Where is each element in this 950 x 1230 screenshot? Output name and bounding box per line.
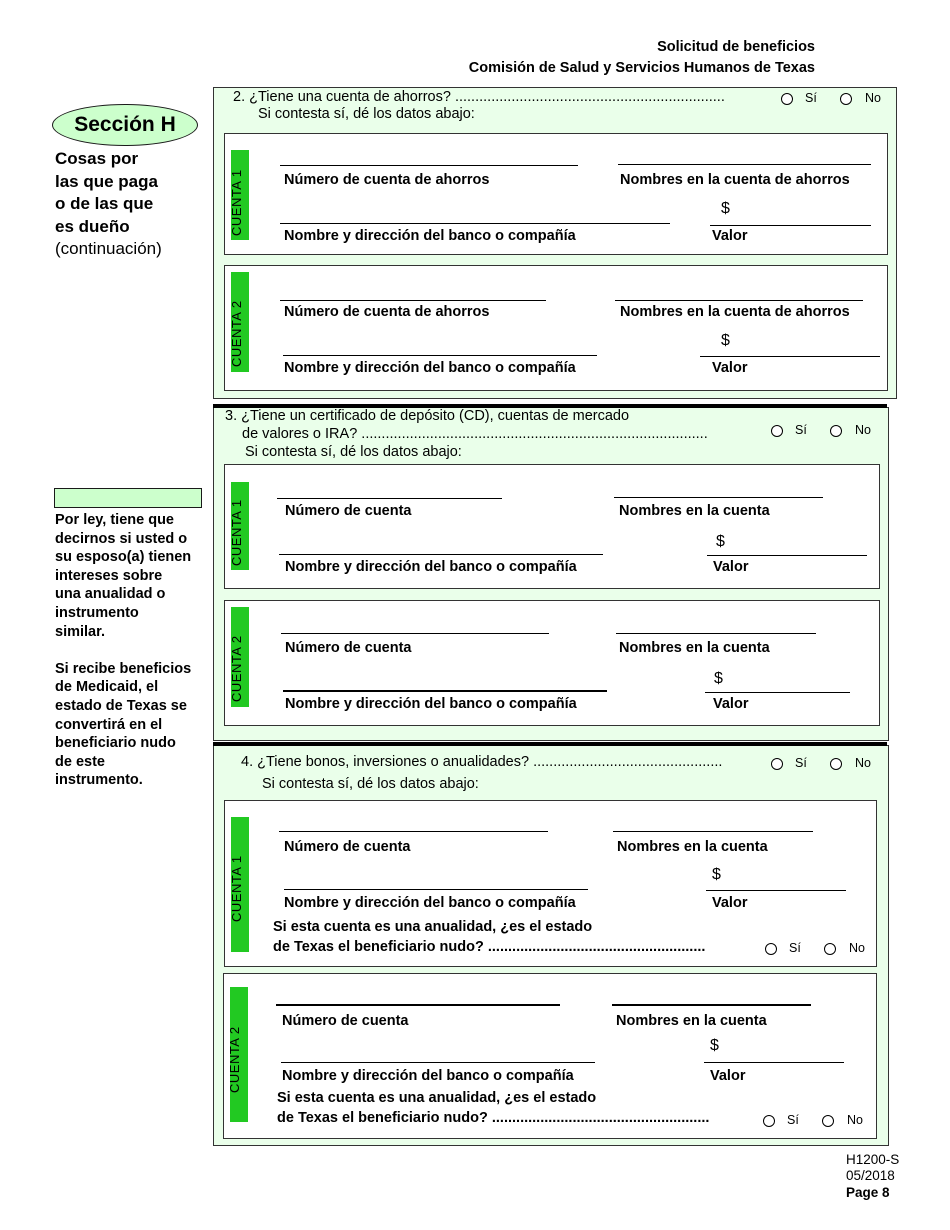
section-badge: Sección H bbox=[52, 104, 198, 146]
q3-a2-number-label: Número de cuenta bbox=[285, 640, 412, 656]
side-note-line: instrumento bbox=[55, 604, 139, 621]
q4-a2-yes-label: Sí bbox=[787, 1113, 799, 1127]
section-title-line: es dueño bbox=[55, 216, 130, 236]
q4-account-1-tag: CUENTA 1 bbox=[229, 855, 244, 922]
q2-a1-number-label: Número de cuenta de ahorros bbox=[284, 172, 490, 188]
q2-account-1-tag: CUENTA 1 bbox=[229, 169, 244, 236]
q2-no-radio[interactable] bbox=[840, 93, 852, 105]
q2-a1-dollar: $ bbox=[721, 200, 730, 217]
q4-a2-value-line[interactable] bbox=[704, 1062, 844, 1063]
q4-account-2-tag: CUENTA 2 bbox=[227, 1026, 242, 1093]
q4-yes-label: Sí bbox=[795, 756, 807, 770]
side-note-line: Si recibe beneficios bbox=[55, 660, 192, 677]
q2-a2-number-line[interactable] bbox=[280, 300, 546, 301]
q3-a1-dollar: $ bbox=[716, 533, 725, 550]
q4-top-rule bbox=[213, 742, 887, 746]
side-note-line: su esposo(a) tienen bbox=[55, 549, 192, 566]
q3-text-line1: 3. ¿Tiene un certificado de depósito (CD), cuentas de mercado bbox=[225, 408, 630, 424]
q3-a1-bank-label: Nombre y dirección del banco o compañía bbox=[285, 559, 577, 575]
q4-a2-annuity-line1: Si esta cuenta es una anualidad, ¿es el estado bbox=[277, 1090, 597, 1106]
q3-a1-bank-line[interactable] bbox=[279, 554, 603, 555]
q3-account-2-tag: CUENTA 2 bbox=[229, 635, 244, 702]
q3-a1-value-label: Valor bbox=[713, 559, 749, 575]
section-title-line: o de las que bbox=[55, 194, 154, 213]
q3-a1-names-line[interactable] bbox=[614, 497, 823, 498]
q3-a2-value-label: Valor bbox=[713, 696, 749, 712]
side-note-line: intereses sobre bbox=[55, 567, 163, 584]
form-number: H1200-S bbox=[846, 1152, 900, 1167]
q4-a2-number-label: Número de cuenta bbox=[282, 1013, 409, 1029]
q4-a2-number-line[interactable] bbox=[276, 1004, 560, 1006]
q3-no-radio[interactable] bbox=[830, 425, 842, 437]
side-note-line: beneficiario nudo bbox=[55, 735, 176, 752]
q3-a2-value-line[interactable] bbox=[705, 692, 850, 693]
q4-a1-annuity-line1: Si esta cuenta es una anualidad, ¿es el estado bbox=[273, 919, 593, 935]
q2-a2-dollar: $ bbox=[721, 332, 730, 349]
section-title bbox=[55, 148, 205, 261]
q4-a1-no-label: No bbox=[849, 941, 865, 955]
q4-a2-value-label: Valor bbox=[710, 1068, 746, 1084]
q2-a2-value-line[interactable] bbox=[700, 356, 880, 357]
q3-if-yes: Si contesta sí, dé los datos abajo: bbox=[245, 444, 462, 460]
q2-yes-label: Sí bbox=[805, 91, 817, 105]
section-title-cont: (continuación) bbox=[55, 239, 162, 258]
q3-a1-names-label: Nombres en la cuenta bbox=[619, 503, 770, 519]
q3-a2-dollar: $ bbox=[714, 670, 723, 687]
q3-a2-names-line[interactable] bbox=[616, 633, 816, 634]
q4-a1-bank-line[interactable] bbox=[284, 889, 588, 890]
q2-a1-bank-label: Nombre y dirección del banco o compañía bbox=[284, 228, 576, 244]
q4-a1-yes-radio[interactable] bbox=[765, 943, 777, 955]
q2-a1-bank-line[interactable] bbox=[280, 223, 670, 224]
q3-yes-label: Sí bbox=[795, 423, 807, 437]
q3-account-1-tag: CUENTA 1 bbox=[229, 499, 244, 566]
q4-a2-annuity-line2: de Texas el beneficiario nudo? ...................................................... bbox=[277, 1110, 710, 1126]
q2-no-label: No bbox=[865, 91, 881, 105]
q2-a1-value-line[interactable] bbox=[710, 225, 871, 226]
q2-a1-value-label: Valor bbox=[712, 228, 748, 244]
q3-a2-bank-line[interactable] bbox=[283, 690, 607, 692]
q3-a1-number-label: Número de cuenta bbox=[285, 503, 412, 519]
section-title-line: las que paga bbox=[55, 171, 158, 191]
q2-if-yes: Si contesta sí, dé los datos abajo: bbox=[258, 106, 475, 122]
q2-a1-number-line[interactable] bbox=[280, 165, 578, 166]
form-title: Solicitud de beneficios bbox=[657, 39, 815, 55]
q2-yes-radio[interactable] bbox=[781, 93, 793, 105]
q4-a2-dollar: $ bbox=[710, 1037, 719, 1054]
q4-a1-yes-label: Sí bbox=[789, 941, 801, 955]
q4-a2-bank-line[interactable] bbox=[281, 1062, 595, 1063]
question-2-text: 2. ¿Tiene una cuenta de ahorros? ................................................................... bbox=[233, 89, 725, 105]
q2-a2-bank-line[interactable] bbox=[283, 355, 597, 356]
q4-no-radio[interactable] bbox=[830, 758, 842, 770]
side-note-line: de este bbox=[55, 753, 105, 770]
q4-a2-names-label: Nombres en la cuenta bbox=[616, 1013, 767, 1029]
q3-a2-names-label: Nombres en la cuenta bbox=[619, 640, 770, 656]
q4-a1-names-line[interactable] bbox=[613, 831, 813, 832]
q4-a1-no-radio[interactable] bbox=[824, 943, 836, 955]
question-4-text: 4. ¿Tiene bonos, inversiones o anualidades? ............................................... bbox=[241, 754, 723, 770]
q4-a1-number-line[interactable] bbox=[279, 831, 548, 832]
q2-a2-value-label: Valor bbox=[712, 360, 748, 376]
q4-a1-value-line[interactable] bbox=[706, 890, 846, 891]
q4-a1-dollar: $ bbox=[712, 866, 721, 883]
side-note-line: una anualidad o bbox=[55, 586, 166, 603]
q4-no-label: No bbox=[855, 756, 871, 770]
side-note-line: Por ley, tiene que bbox=[55, 512, 174, 528]
q3-a2-bank-label: Nombre y dirección del banco o compañía bbox=[285, 696, 577, 712]
q4-a2-no-label: No bbox=[847, 1113, 863, 1127]
q2-a1-names-line[interactable] bbox=[618, 164, 871, 165]
q2-account-2-tag: CUENTA 2 bbox=[229, 300, 244, 367]
side-note-line: de Medicaid, el bbox=[55, 679, 159, 696]
side-note-bar bbox=[54, 488, 202, 508]
side-note-line: similar. bbox=[55, 623, 105, 640]
q3-yes-radio[interactable] bbox=[771, 425, 783, 437]
q4-a1-value-label: Valor bbox=[712, 895, 748, 911]
q3-no-label: No bbox=[855, 423, 871, 437]
q2-a1-names-label: Nombres en la cuenta de ahorros bbox=[620, 172, 850, 188]
q4-yes-radio[interactable] bbox=[771, 758, 783, 770]
form-date: 05/2018 bbox=[846, 1168, 895, 1183]
q4-a1-names-label: Nombres en la cuenta bbox=[617, 839, 768, 855]
agency-name: Comisión de Salud y Servicios Humanos de Texas bbox=[468, 60, 815, 76]
section-title-line: Cosas por bbox=[55, 149, 139, 168]
side-note-line: convertirá en el bbox=[55, 716, 163, 733]
q4-a2-bank-label: Nombre y dirección del banco o compañía bbox=[282, 1068, 574, 1084]
q4-a2-names-line[interactable] bbox=[612, 1004, 811, 1006]
q2-a2-names-line[interactable] bbox=[615, 300, 863, 301]
q4-a1-bank-label: Nombre y dirección del banco o compañía bbox=[284, 895, 576, 911]
side-note-line: decirnos si usted o bbox=[55, 530, 188, 547]
q3-text-line2: de valores o IRA? ...................................................................................... bbox=[242, 426, 708, 442]
side-note bbox=[55, 511, 207, 790]
q4-a2-no-radio[interactable] bbox=[822, 1115, 834, 1127]
q2-a2-number-label: Número de cuenta de ahorros bbox=[284, 304, 490, 320]
page-number: Page 8 bbox=[846, 1185, 890, 1200]
q4-a1-number-label: Número de cuenta bbox=[284, 839, 411, 855]
q2-a2-bank-label: Nombre y dirección del banco o compañía bbox=[284, 360, 576, 376]
side-note-line: instrumento. bbox=[55, 772, 143, 789]
q4-a2-yes-radio[interactable] bbox=[763, 1115, 775, 1127]
side-note-line: estado de Texas se bbox=[55, 697, 187, 714]
q4-a1-annuity-line2: de Texas el beneficiario nudo? ...................................................... bbox=[273, 939, 706, 955]
q2-a2-names-label: Nombres en la cuenta de ahorros bbox=[620, 304, 850, 320]
q3-a2-number-line[interactable] bbox=[281, 633, 549, 634]
q3-a1-value-line[interactable] bbox=[707, 555, 867, 556]
q3-a1-number-line[interactable] bbox=[277, 498, 502, 499]
q4-if-yes: Si contesta sí, dé los datos abajo: bbox=[262, 776, 479, 792]
